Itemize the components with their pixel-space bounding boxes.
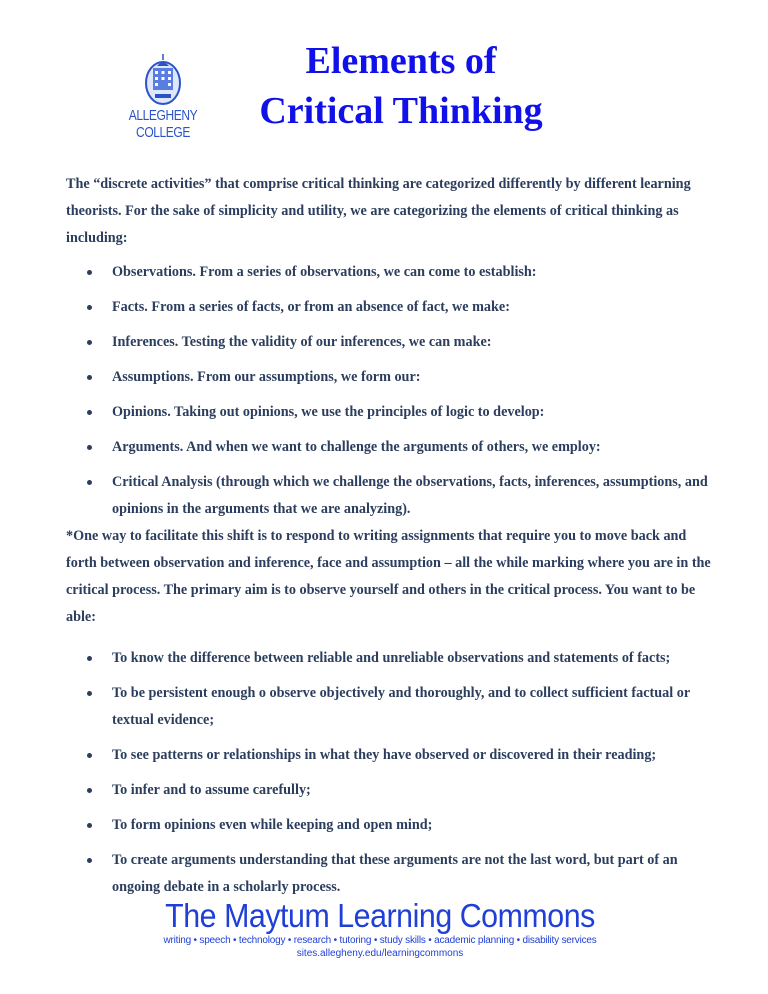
list-item: To see patterns or relationships in what they have observed or discovered in their reading; — [66, 742, 716, 769]
bullet-icon — [87, 445, 92, 450]
bullet-icon — [87, 340, 92, 345]
allegheny-college-logo — [116, 54, 210, 150]
list-item: Arguments. And when we want to challenge the arguments of others, we employ: — [66, 434, 716, 461]
bullet-icon — [87, 656, 92, 661]
list-item: To form opinions even while keeping and open mind; — [66, 812, 716, 839]
footer-title: The Maytum Learning Commons — [165, 897, 595, 934]
list-item: To infer and to assume carefully; — [66, 777, 716, 804]
logo-name-line1: ALLEGHENY — [128, 107, 198, 124]
intro-paragraph: The “discrete activities” that comprise critical thinking are categorized differently by different learning theorists. For the sake of simplicity and utility, we are categorizing the elements of critical thinking as including: — [66, 176, 691, 246]
bullet-icon — [87, 691, 92, 696]
list-item: To know the difference between reliable and unreliable observations and statements of facts; — [66, 645, 716, 672]
note-paragraph: *One way to facilitate this shift is to respond to writing assignments that require you to move back and forth between observation and inference, face and assumption – all the while marking where you are in the critical process. The primary aim is to observe yourself and others in the critical process. You want to be able: — [66, 528, 711, 625]
bullet-icon — [87, 753, 92, 758]
list-item: Critical Analysis (through which we challenge the observations, facts, inferences, assumptions, and opinions in the arguments that we are analyzing). — [66, 469, 716, 523]
list-item: Inferences. Testing the validity of our inferences, we can make: — [66, 329, 716, 356]
document-header — [0, 36, 768, 156]
bullet-icon — [87, 410, 92, 415]
learning-commons-footer — [140, 898, 620, 960]
bullet-icon — [87, 788, 92, 793]
footer-url: sites.allegheny.edu/learningcommons — [296, 948, 464, 959]
college-seal-icon — [143, 54, 183, 106]
logo-name-line2: COLLEGE — [136, 124, 190, 141]
bullet-icon — [87, 480, 92, 485]
list-item: Facts. From a series of facts, or from an absence of fact, we make: — [66, 294, 716, 321]
list-item: To create arguments understanding that these arguments are not the last word, but part of an ongoing debate in a scholarly process. — [66, 847, 716, 901]
list-item: Observations. From a series of observations, we can come to establish: — [66, 259, 716, 286]
title-line-2: Critical Thinking — [259, 90, 543, 132]
footer-services: writing • speech • technology • research • tutoring • study skills • academic planning • disability services — [163, 935, 597, 946]
document-body — [66, 171, 716, 901]
elements-list — [66, 259, 716, 523]
bullet-icon — [87, 375, 92, 380]
bullet-icon — [87, 270, 92, 275]
list-item: To be persistent enough o observe objectively and thoroughly, and to collect sufficient factual or textual evidence; — [66, 680, 716, 734]
bullet-icon — [87, 823, 92, 828]
bullet-icon — [87, 305, 92, 310]
goals-list — [66, 645, 716, 901]
page-title — [236, 36, 566, 136]
list-item: Opinions. Taking out opinions, we use the principles of logic to develop: — [66, 399, 716, 426]
list-item: Assumptions. From our assumptions, we form our: — [66, 364, 716, 391]
bullet-icon — [87, 858, 92, 863]
title-line-1: Elements of — [305, 40, 497, 82]
